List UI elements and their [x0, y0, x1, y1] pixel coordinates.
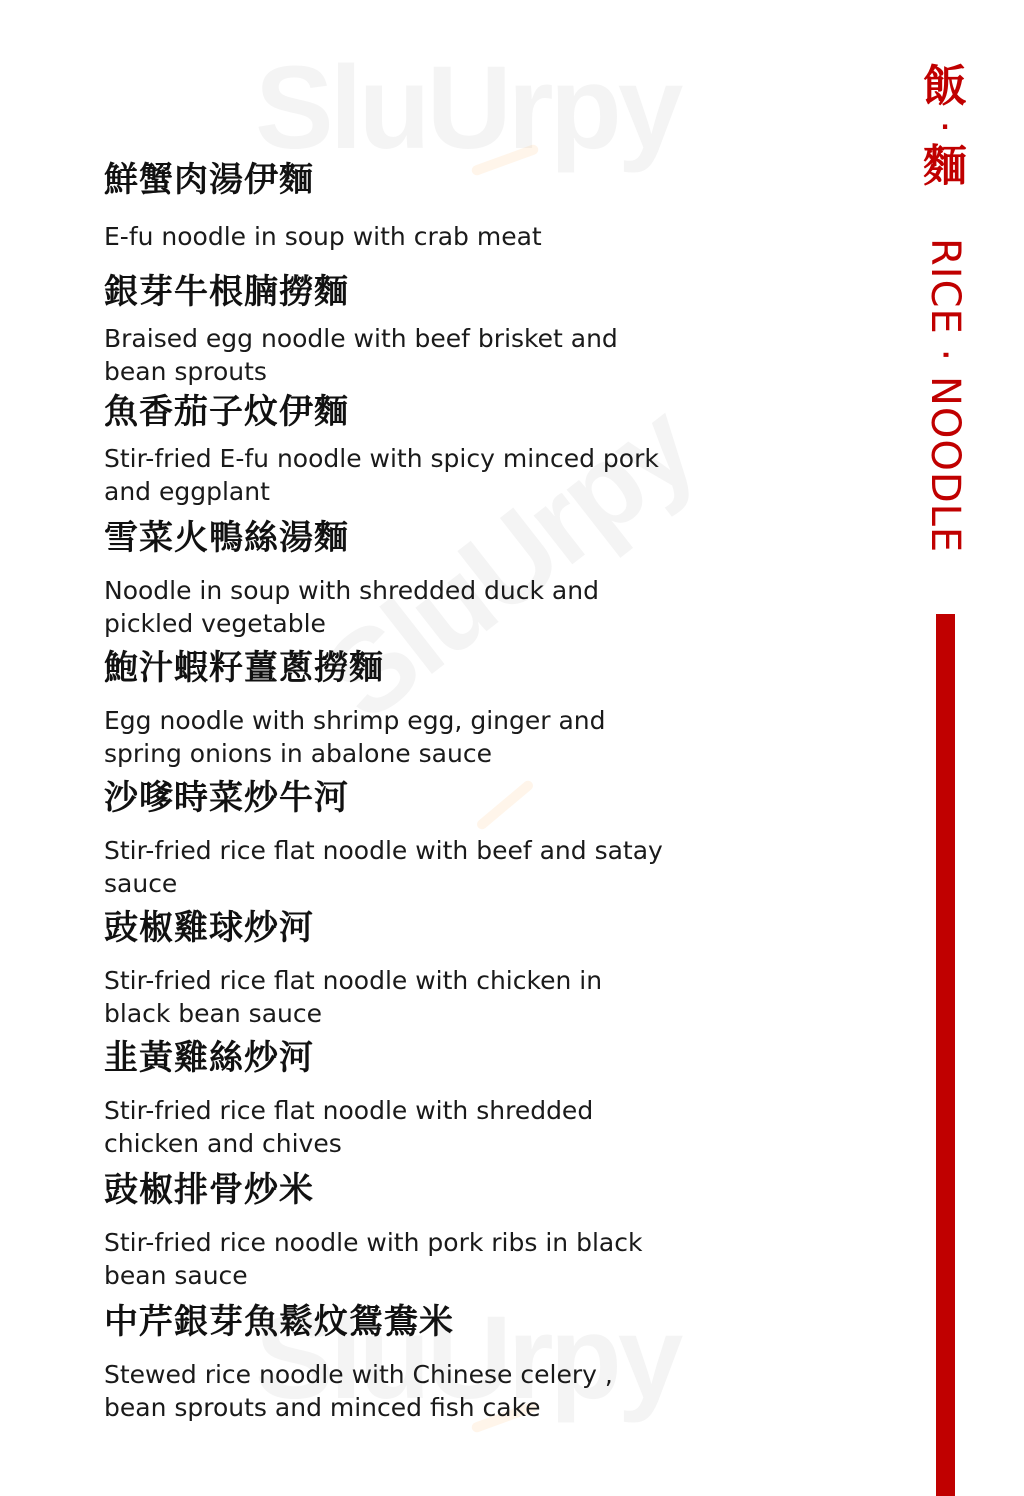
section-title-separator: ·	[940, 113, 950, 141]
dish-name-en: Stir-fried rice noodle with pork ribs in black bean sauce	[104, 1228, 643, 1290]
accent-bar	[936, 614, 955, 1496]
dish-name-en: Stir-fried rice flat noodle with shredded chicken and chives	[104, 1096, 594, 1158]
dish-name-zh: 沙嗲時菜炒牛河	[104, 778, 349, 818]
dish-name-en: E-fu noodle in soup with crab meat	[104, 222, 542, 251]
dish-name-en: Stir-fried E-fu noodle with spicy minced pork and eggplant	[104, 444, 659, 506]
menu-item	[104, 158, 664, 253]
section-title-en: RICE · NOODLE	[922, 238, 968, 554]
menu-item	[104, 1168, 664, 1292]
dish-name-en: Stir-fried rice flat noodle with chicken in black bean sauce	[104, 966, 603, 1028]
dish-name-en: Braised egg noodle with beef brisket and bean sprouts	[104, 324, 618, 386]
section-title-char-noodle: 麵	[923, 141, 967, 192]
menu-item	[104, 1036, 664, 1160]
dish-name-en: Stewed rice noodle with Chinese celery , bean sprouts and minced fish cake	[104, 1360, 613, 1422]
dish-name-zh: 鮮蟹肉湯伊麵	[104, 160, 314, 200]
dish-name-en: Egg noodle with shrimp egg, ginger and spring onions in abalone sauce	[104, 706, 606, 768]
menu-item	[104, 1300, 664, 1424]
dish-name-zh: 豉椒雞球炒河	[104, 908, 314, 948]
section-title-zh	[910, 60, 980, 194]
dish-name-zh: 中芹銀芽魚鬆炆鴛鴦米	[104, 1302, 454, 1342]
dish-name-zh: 雪菜火鴨絲湯麵	[104, 518, 349, 558]
watermark-logo	[255, 40, 679, 176]
dish-name-en: Stir-fried rice flat noodle with beef and satay sauce	[104, 836, 663, 898]
menu-item	[104, 390, 664, 508]
dish-name-zh: 魚香茄子炆伊麵	[104, 392, 349, 432]
menu-item	[104, 776, 664, 900]
dish-name-zh: 豉椒排骨炒米	[104, 1170, 314, 1210]
menu-item	[104, 516, 664, 640]
dish-name-zh: 韭黃雞絲炒河	[104, 1038, 314, 1078]
menu-item	[104, 906, 664, 1030]
dish-name-en: Noodle in soup with shredded duck and pickled vegetable	[104, 576, 599, 638]
menu-item	[104, 270, 664, 388]
dish-name-zh: 鮑汁蝦籽薑蔥撈麵	[104, 648, 384, 688]
menu-item	[104, 646, 664, 770]
section-title-char-rice: 飯	[923, 61, 967, 112]
dish-name-zh: 銀芽牛根腩撈麵	[104, 272, 349, 312]
